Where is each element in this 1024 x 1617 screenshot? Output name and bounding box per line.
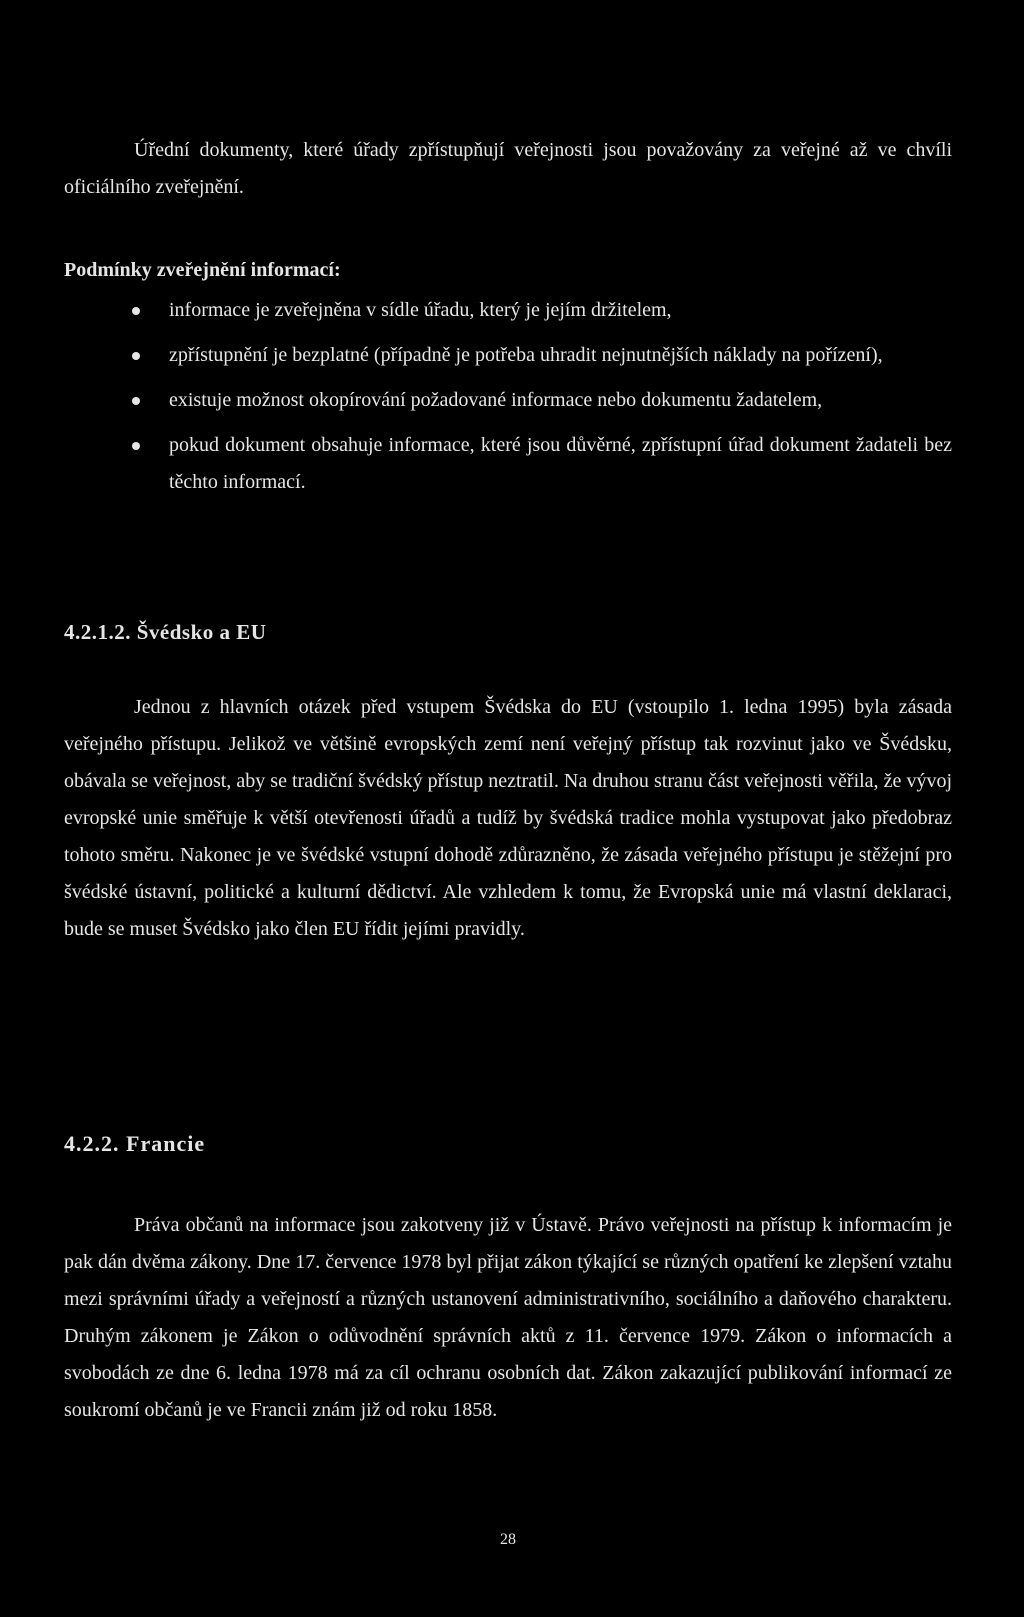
intro-paragraph: Úřední dokumenty, které úřady zpřístupňují veřejnosti jsou považovány za veřejné až ve chvíli oficiálního zveřejnění. (64, 139, 952, 198)
conditions-list (64, 292, 952, 509)
bullet-icon (132, 397, 140, 405)
list-item-text: zpřístupnění je bezplatné (případně je potřeba uhradit nejnutnějších náklady na pořízení), (169, 344, 883, 366)
sweden-paragraph: Jednou z hlavních otázek před vstupem Švédska do EU (vstoupilo 1. ledna 1995) byla zásada veřejného přístupu. Jelikož ve většině evropských zemí není veřejný přístup tak rozvinut jako ve Švédsku, obávala se veřejnost, aby se tradiční švédský přístup neztratil. Na druhou stranu část veřejnosti věřila, že vývoj evropské unie směřuje k větší otevřenosti úřadů a tudíž by švédská tradice mohla vystupovat jako předobraz tohoto směru. Nakonec je ve švédské vstupní dohodě zdůrazněno, že zásada veřejného přístupu je stěžejní pro švédské ústavní, politické a kulturní dědictví. Ale vzhledem k tomu, že Evropská unie má vlastní deklaraci, bude se muset Švédsko jako člen EU řídit jejími pravidly. (64, 696, 952, 940)
bullet-icon (132, 352, 140, 360)
section-heading-france: 4.2.2. Francie (64, 1131, 206, 1156)
conditions-title: Podmínky zveřejnění informací: (64, 259, 341, 281)
france-paragraph: Práva občanů na informace jsou zakotveny již v Ústavě. Právo veřejnosti na přístup k informacím je pak dán dvěma zákony. Dne 17. července 1978 byl přijat zákon týkající se různých opatření ke zlepšení vztahu mezi správními úřady a veřejností a různých ustanovení administrativního, sociálního a daňového charakteru. Druhým zákonem je Zákon o odůvodnění správních aktů z 11. července 1979. Zákon o informacích a svobodách ze dne 6. ledna 1978 má za cíl ochranu osobních dat. Zákon zakazující publikování informací ze soukromí občanů je ve Francii znám již od roku 1858. (64, 1214, 952, 1421)
list-item-text: informace je zveřejněna v sídle úřadu, který je jejím držitelem, (169, 299, 672, 321)
bullet-icon (132, 307, 140, 315)
list-item-text: existuje možnost okopírování požadované informace nebo dokumentu žadatelem, (169, 389, 823, 411)
list-item-text: pokud dokument obsahuje informace, které jsou důvěrné, zpřístupní úřad dokument žadateli bez těchto informací. (169, 434, 952, 493)
list-item (64, 292, 952, 329)
list-item (64, 427, 952, 501)
section-heading-sweden: 4.2.1.2. Švédsko a EU (64, 620, 267, 644)
list-item (64, 337, 952, 374)
document-page (64, 0, 952, 1617)
page-number: 28 (500, 1531, 516, 1548)
bullet-icon (132, 442, 140, 450)
list-item (64, 382, 952, 419)
